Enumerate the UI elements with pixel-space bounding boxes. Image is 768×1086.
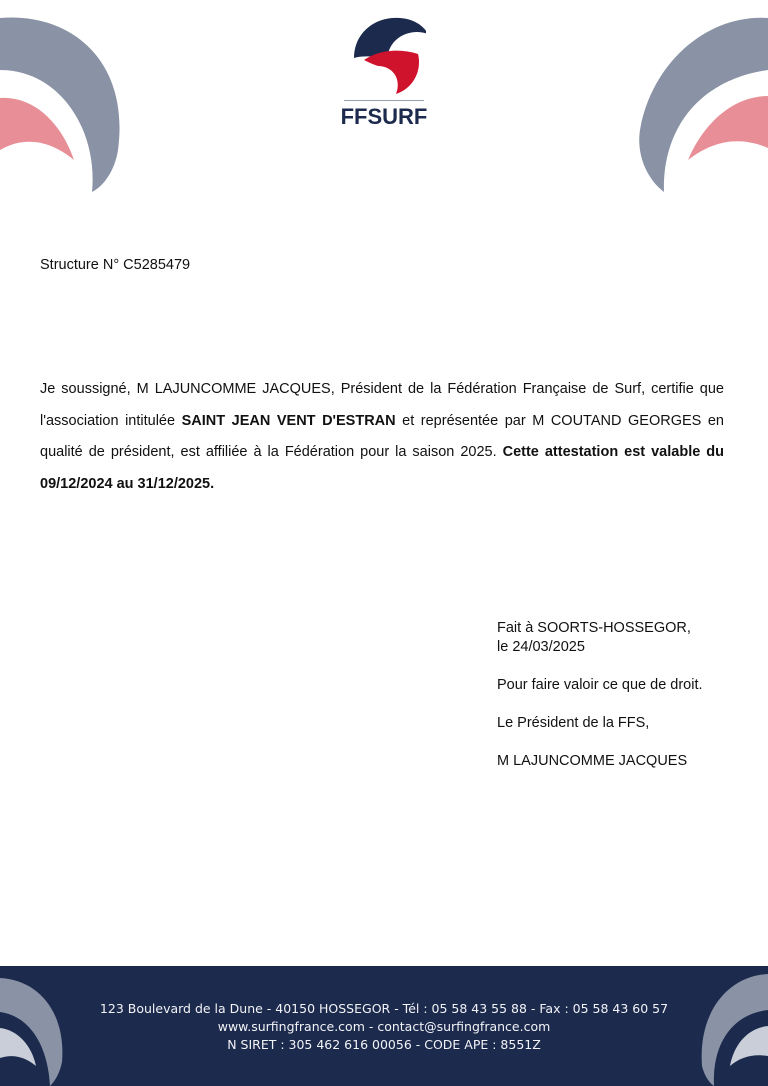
logo-text: FFSURF bbox=[340, 104, 428, 129]
footer bbox=[0, 966, 768, 1086]
association-name: SAINT JEAN VENT D'ESTRAN bbox=[181, 412, 396, 429]
footer-contact bbox=[0, 1000, 768, 1054]
signature-role: Le Président de la FFS, bbox=[497, 715, 650, 731]
attestation-intro: Je soussigné, M LAJUNCOMME JACQUES, Président de la Fédération Française de Surf, certifie que l'association intitulée bbox=[40, 381, 724, 429]
ffsurf-logo bbox=[336, 14, 432, 128]
footer-siret: N SIRET : 305 462 616 00056 - CODE APE : 8551Z bbox=[227, 1037, 541, 1052]
wave-decoration-top-right bbox=[638, 0, 768, 200]
logo-divider bbox=[344, 100, 424, 101]
validity-statement: Cette attestation est valable du 09/12/2024 au 31/12/2025. bbox=[40, 444, 724, 492]
structure-number: Structure N° C5285479 bbox=[40, 257, 191, 273]
signature-formula: Pour faire valoir ce que de droit. bbox=[497, 677, 703, 693]
signature-date: le 24/03/2025 bbox=[497, 639, 585, 655]
signature-place: Fait à SOORTS-HOSSEGOR, bbox=[497, 620, 691, 636]
attestation-middle: et représentée par M COUTAND GEORGES en qualité de président, est affiliée à la Fédération pour la saison 2025. bbox=[40, 412, 724, 460]
signature-block bbox=[497, 619, 703, 771]
ffsurf-wave-icon bbox=[342, 14, 426, 96]
footer-address: 123 Boulevard de la Dune - 40150 HOSSEGOR - Tél : 05 58 43 55 88 - Fax : 05 58 43 60 57 bbox=[99, 1001, 669, 1016]
wave-decoration-top-left bbox=[0, 0, 130, 200]
signature-name: M LAJUNCOMME JACQUES bbox=[497, 753, 688, 769]
footer-web: www.surfingfrance.com - contact@surfingfrance.com bbox=[217, 1019, 551, 1034]
attestation-body bbox=[40, 374, 724, 500]
